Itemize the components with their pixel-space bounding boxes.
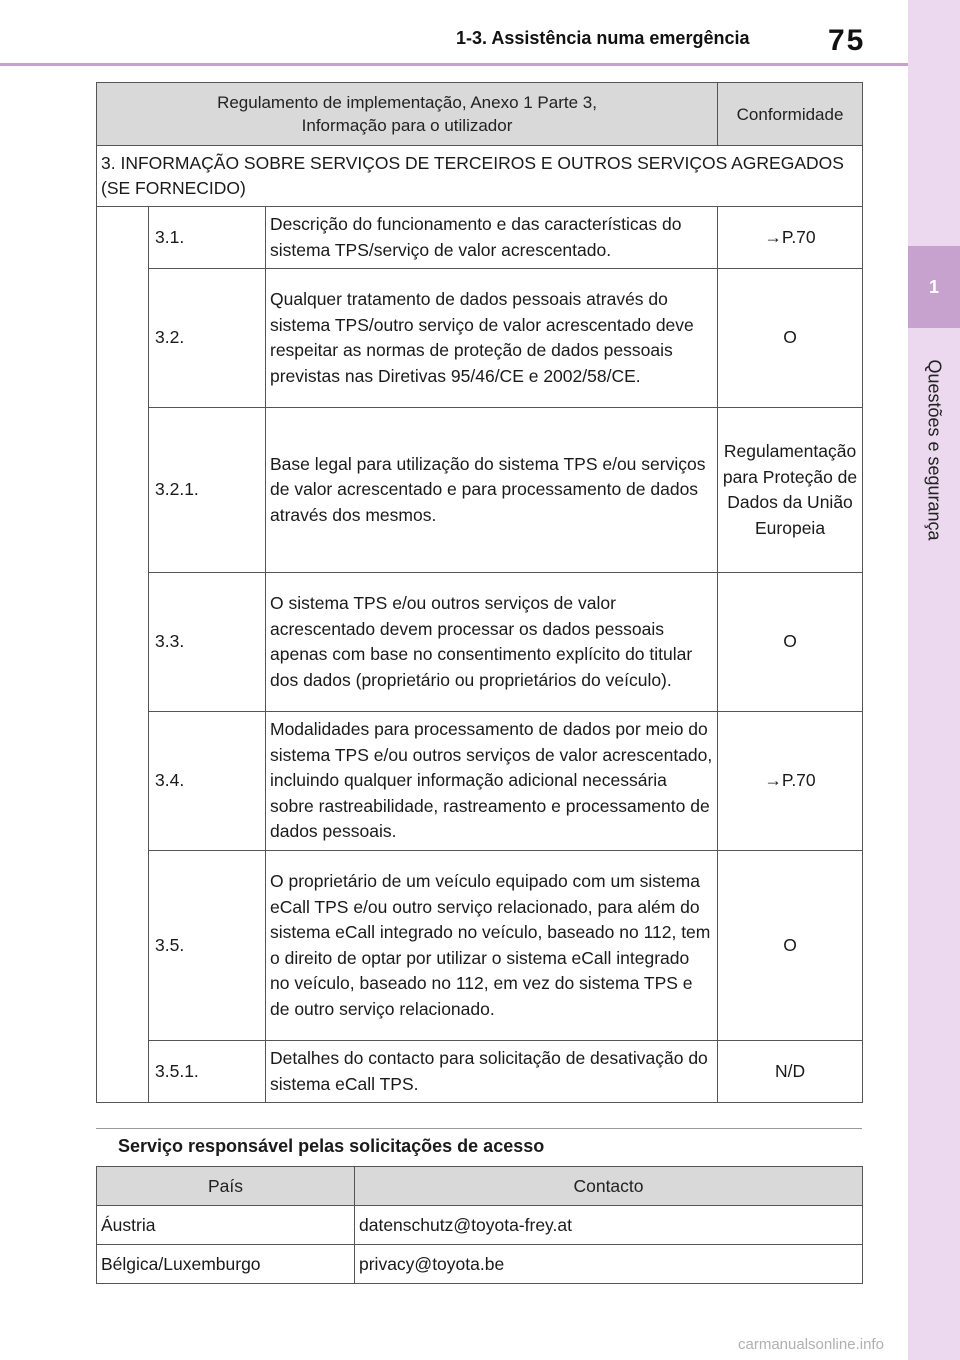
table-header-row: [97, 83, 863, 146]
chapter-label: Questões e segurança: [924, 359, 945, 541]
table-header-regulation: Regulamento de implementação, Anexo 1 Parte 3, Informação para o utilizador: [97, 83, 718, 146]
page-header: [0, 0, 908, 66]
row-conformity: O: [718, 573, 863, 712]
page-number: 75: [828, 24, 866, 57]
chapter-number-tab: 1: [908, 246, 960, 328]
contacts-header-row: [97, 1167, 863, 1206]
table-row: [97, 573, 863, 712]
table-row: [97, 712, 863, 851]
row-description: O proprietário de um veículo equipado com um sistema eCall TPS e/ou outro serviço relacionado, para além do sistema eCall integrado no veículo, baseado no 112, tem o direito de optar por utilizar o sistema eCall integrado no veículo, baseado no 112, em vez do sistema TPS e de outro serviço relacionado.: [266, 851, 718, 1041]
contacts-header-contact: Contacto: [355, 1167, 863, 1206]
row-conformity: N/D: [718, 1041, 863, 1103]
table-header-conformity: Conformidade: [718, 83, 863, 146]
row-conformity: Regulamentação para Proteção de Dados da União Europeia: [718, 408, 863, 573]
table-row: [97, 1041, 863, 1103]
row-conformity: →P.70: [718, 712, 863, 851]
table-row: [97, 408, 863, 573]
row-number: 3.3.: [149, 573, 266, 712]
header-divider: [0, 63, 908, 66]
row-description: Base legal para utilização do sistema TPS e/ou serviços de valor acrescentado e para processamento de dados através dos mesmos.: [266, 408, 718, 573]
chapter-side-bar: [908, 0, 960, 1360]
row-description: Qualquer tratamento de dados pessoais através do sistema TPS/outro serviço de valor acrescentado deve respeitar as normas de proteção de dados pessoais previstas nas Diretivas 95/46/CE e 2002/58/CE.: [266, 269, 718, 408]
section-title: 1-3. Assistência numa emergência: [456, 28, 750, 48]
table-row: [97, 207, 863, 269]
contacts-header-country: País: [97, 1167, 355, 1206]
contacts-table: [96, 1166, 863, 1284]
section-heading: 3. INFORMAÇÃO SOBRE SERVIÇOS DE TERCEIROS E OUTROS SERVIÇOS AGREGADOS (SE FORNECIDO): [97, 146, 863, 207]
row-number: 3.4.: [149, 712, 266, 851]
row-description: Modalidades para processamento de dados por meio do sistema TPS e/ou outros serviços de valor acrescentado, incluindo qualquer informação adicional necessária sobre rastreabilidade, rastreamento e processamento de dados pessoais.: [266, 712, 718, 851]
contacts-heading: Serviço responsável pelas solicitações de acesso: [118, 1136, 545, 1156]
table-section-row: [97, 146, 863, 207]
row-description: O sistema TPS e/ou outros serviços de valor acrescentado devem processar os dados pessoais apenas com base no consentimento explícito do titular dos dados (proprietário ou proprietários do veículo).: [266, 573, 718, 712]
regulation-table: [96, 82, 863, 1103]
row-description: Descrição do funcionamento e das características do sistema TPS/serviço de valor acrescentado.: [266, 207, 718, 269]
section-divider: [96, 1128, 862, 1129]
table-row: [97, 1206, 863, 1245]
contact-email: privacy@toyota.be: [355, 1245, 863, 1284]
contact-country: Bélgica/Luxemburgo: [97, 1245, 355, 1284]
row-conformity: O: [718, 851, 863, 1041]
row-conformity: →P.70: [718, 207, 863, 269]
row-number: 3.5.: [149, 851, 266, 1041]
contact-country: Áustria: [97, 1206, 355, 1245]
row-conformity: O: [718, 269, 863, 408]
contact-email: datenschutz@toyota-frey.at: [355, 1206, 863, 1245]
row-number: 3.2.: [149, 269, 266, 408]
row-number: 3.1.: [149, 207, 266, 269]
row-number: 3.2.1.: [149, 408, 266, 573]
table-row: [97, 1245, 863, 1284]
watermark: carmanualsonline.info: [738, 1336, 884, 1353]
row-number: 3.5.1.: [149, 1041, 266, 1103]
table-row: [97, 269, 863, 408]
table-row: [97, 851, 863, 1041]
row-description: Detalhes do contacto para solicitação de desativação do sistema eCall TPS.: [266, 1041, 718, 1103]
indent-cell: [97, 207, 149, 1103]
